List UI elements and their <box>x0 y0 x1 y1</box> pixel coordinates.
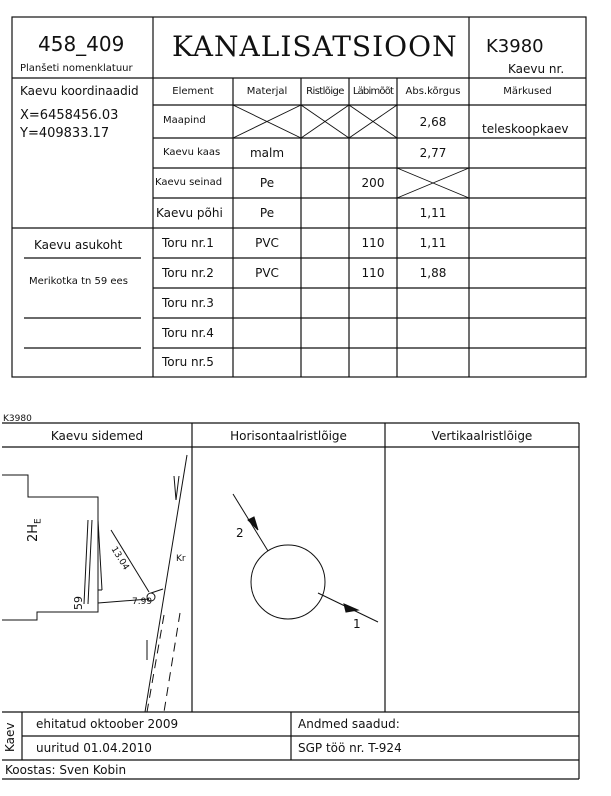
row-element: Toru nr.2 <box>162 266 214 280</box>
row-material: Pe <box>259 206 275 220</box>
row-element: Maapind <box>163 115 206 126</box>
header-section: Ristlõige <box>306 86 344 97</box>
lower-sheet-tag: K3980 <box>3 414 32 424</box>
row-material: malm <box>249 146 285 160</box>
header-material: Materjal <box>246 86 288 97</box>
header-diameter: Läbimõõt <box>352 86 394 97</box>
coordinates-label: Kaevu koordinaadid <box>20 84 139 98</box>
row-abs-height: 1,11 <box>419 206 447 220</box>
panel-horizontal-title: Horisontaalristlõige <box>230 429 347 443</box>
footer-data-label: Andmed saadud: <box>298 717 400 731</box>
row-element: Toru nr.3 <box>162 296 214 310</box>
row-abs-height: 2,77 <box>419 146 447 160</box>
footer-built: ehitatud oktoober 2009 <box>36 717 179 731</box>
row-element: Kaevu seinad <box>155 177 223 188</box>
footer-side-label: Kaev <box>3 722 17 752</box>
pipe-1-label: 1 <box>353 617 361 631</box>
kr-label: Kr <box>176 554 186 564</box>
well-id-label: Kaevu nr. <box>508 62 565 76</box>
row-diameter: 200 <box>361 176 385 190</box>
row-element: Toru nr.5 <box>162 355 214 369</box>
row-material: Pe <box>259 176 275 190</box>
footer-author: Koostas: Sven Kobin <box>5 763 127 777</box>
footer-data-source: SGP töö nr. T-924 <box>298 741 402 755</box>
pipe-2-label: 2 <box>236 526 244 540</box>
row-diameter: 110 <box>361 266 385 280</box>
row-diameter: 110 <box>361 236 385 250</box>
row-notes: teleskoopkaev <box>482 122 569 136</box>
dim-long: 13.04 <box>108 545 131 573</box>
row-material: PVC <box>255 266 279 280</box>
location-address: Merikotka tn 59 ees <box>29 276 128 287</box>
panel-ties-title: Kaevu sidemed <box>50 429 144 443</box>
header-abs-height: Abs.kõrgus <box>405 86 461 97</box>
well-id: K3980 <box>486 36 544 57</box>
horizontal-section <box>233 494 378 622</box>
coordinate-y: Y=409833.17 <box>20 126 110 141</box>
row-abs-height: 1,11 <box>419 236 447 250</box>
row-element: Kaevu põhi <box>156 206 223 220</box>
row-material: PVC <box>255 236 279 250</box>
row-abs-height: 1,88 <box>419 266 447 280</box>
header-element: Element <box>172 86 214 97</box>
sheet-label: Planšeti nomenklatuur <box>20 63 133 74</box>
footer-surveyed: uuritud 01.04.2010 <box>36 741 152 755</box>
sheet-number: 458_409 <box>38 32 125 56</box>
house-number: 59 <box>72 596 85 610</box>
site-sketch <box>2 455 187 712</box>
row-element: Toru nr.4 <box>162 326 214 340</box>
panel-vertical-title: Vertikaalristlõige <box>431 429 533 443</box>
row-element: Toru nr.1 <box>162 236 214 250</box>
location-label: Kaevu asukoht <box>34 238 123 252</box>
row-abs-height: 2,68 <box>419 115 447 129</box>
header-notes: Märkused <box>503 86 552 97</box>
row-element: Kaevu kaas <box>163 147 221 158</box>
document-title: KANALISATSIOON <box>172 30 458 63</box>
coordinate-x: X=6458456.03 <box>20 108 119 123</box>
building-label: $2H_E$ <box>26 518 44 542</box>
dim-short: 7.99 <box>132 597 153 607</box>
